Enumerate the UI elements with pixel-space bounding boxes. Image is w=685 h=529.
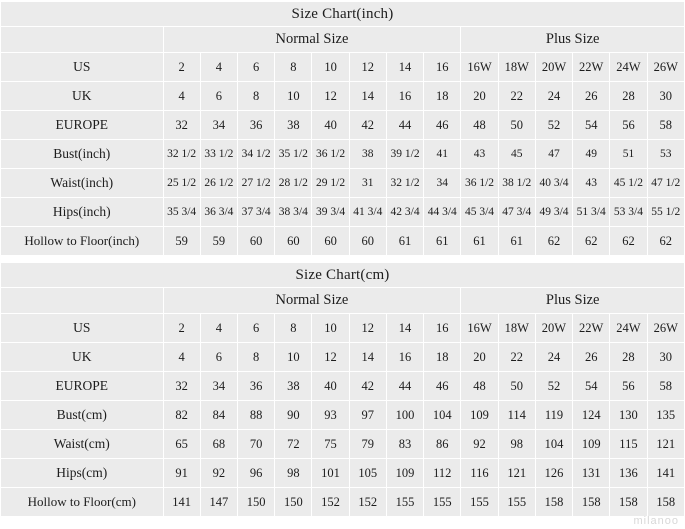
cell: 62 (610, 227, 647, 256)
row-label-waist-cm: Waist(cm) (1, 430, 164, 459)
cell: 36 (237, 111, 274, 140)
cell: 88 (237, 401, 274, 430)
size-chart-inch-block (0, 0, 685, 256)
cell: 158 (573, 488, 610, 517)
cell: 59 (200, 227, 237, 256)
watermark: milanoo (633, 515, 679, 527)
cell: 12 (349, 53, 386, 82)
cell: 24W (610, 53, 647, 82)
row-label-hollow-to-floor-inch: Hollow to Floor(inch) (1, 227, 164, 256)
cell: 38 (349, 140, 386, 169)
cell: 56 (610, 111, 647, 140)
cell: 155 (498, 488, 535, 517)
table-row (1, 227, 685, 256)
cell: 86 (424, 430, 461, 459)
cell: 147 (200, 488, 237, 517)
cell: 20 (461, 343, 498, 372)
cell: 26 (573, 82, 610, 111)
cell: 105 (349, 459, 386, 488)
cell: 27 1/2 (237, 169, 274, 198)
cell: 59 (163, 227, 200, 256)
cell: 30 (647, 82, 684, 111)
cell: 35 1/2 (275, 140, 312, 169)
cell: 34 (200, 372, 237, 401)
table-row (1, 140, 685, 169)
cell: 109 (573, 430, 610, 459)
cell: 2 (163, 314, 200, 343)
cell: 28 (610, 82, 647, 111)
row-label-europe-cm: EUROPE (1, 372, 164, 401)
cell: 131 (573, 459, 610, 488)
cell: 61 (498, 227, 535, 256)
cell: 135 (647, 401, 684, 430)
cell: 155 (461, 488, 498, 517)
table-row (1, 401, 685, 430)
cell: 14 (349, 343, 386, 372)
cell: 22 (498, 343, 535, 372)
cell: 42 (349, 111, 386, 140)
cell: 44 (386, 111, 423, 140)
cell: 84 (200, 401, 237, 430)
cell: 31 (349, 169, 386, 198)
cell: 61 (386, 227, 423, 256)
cell: 46 (424, 111, 461, 140)
cell: 141 (163, 488, 200, 517)
cell: 10 (275, 82, 312, 111)
cell: 45 1/2 (610, 169, 647, 198)
cell: 12 (312, 343, 349, 372)
cell: 42 (349, 372, 386, 401)
cell: 10 (275, 343, 312, 372)
cell: 42 3/4 (386, 198, 423, 227)
cell: 41 3/4 (349, 198, 386, 227)
cell: 52 (535, 111, 572, 140)
row-label-bust-cm: Bust(cm) (1, 401, 164, 430)
cell: 36 1/2 (312, 140, 349, 169)
cell: 34 (424, 169, 461, 198)
table-row (1, 82, 685, 111)
cell: 10 (312, 314, 349, 343)
cell: 60 (349, 227, 386, 256)
cell: 26 (573, 343, 610, 372)
group-header-normal-size-inch: Normal Size (163, 27, 461, 53)
cell: 47 3/4 (498, 198, 535, 227)
cell: 48 (461, 111, 498, 140)
cell: 79 (349, 430, 386, 459)
cell: 16 (386, 343, 423, 372)
cell: 32 1/2 (386, 169, 423, 198)
cell: 47 (535, 140, 572, 169)
cell: 70 (237, 430, 274, 459)
cell: 20 (461, 82, 498, 111)
cell: 83 (386, 430, 423, 459)
cell: 155 (424, 488, 461, 517)
cell: 53 (647, 140, 684, 169)
table-row (1, 198, 685, 227)
cell: 101 (312, 459, 349, 488)
table-row (1, 488, 685, 517)
cell: 26 1/2 (200, 169, 237, 198)
cell: 8 (237, 343, 274, 372)
table-row (1, 459, 685, 488)
cell: 32 1/2 (163, 140, 200, 169)
group-header-normal-size-cm: Normal Size (163, 288, 461, 314)
cell: 119 (535, 401, 572, 430)
cell: 114 (498, 401, 535, 430)
cell: 109 (461, 401, 498, 430)
cell: 4 (200, 53, 237, 82)
cell: 24 (535, 343, 572, 372)
cell: 22 (498, 82, 535, 111)
table-title-row (1, 2, 685, 27)
cell: 38 (275, 111, 312, 140)
chart-title-cm: Size Chart(cm) (1, 263, 685, 288)
cell: 158 (535, 488, 572, 517)
cell: 56 (610, 372, 647, 401)
cell: 141 (647, 459, 684, 488)
row-label-waist-inch: Waist(inch) (1, 169, 164, 198)
cell: 46 (424, 372, 461, 401)
cell: 65 (163, 430, 200, 459)
cell: 38 3/4 (275, 198, 312, 227)
cell: 4 (200, 314, 237, 343)
cell: 60 (275, 227, 312, 256)
cell: 32 (163, 111, 200, 140)
cell: 20W (535, 314, 572, 343)
cell: 32 (163, 372, 200, 401)
cell: 16 (424, 53, 461, 82)
corner-cell (1, 27, 164, 53)
table-group-row (1, 288, 685, 314)
cell: 44 (386, 372, 423, 401)
cell: 61 (424, 227, 461, 256)
cell: 62 (535, 227, 572, 256)
row-label-hips-inch: Hips(inch) (1, 198, 164, 227)
cell: 18W (498, 53, 535, 82)
cell: 34 1/2 (237, 140, 274, 169)
cell: 50 (498, 372, 535, 401)
cell: 92 (461, 430, 498, 459)
cell: 109 (386, 459, 423, 488)
table-row (1, 430, 685, 459)
cell: 155 (386, 488, 423, 517)
cell: 35 3/4 (163, 198, 200, 227)
cell: 158 (647, 488, 684, 517)
cell: 104 (424, 401, 461, 430)
cell: 36 1/2 (461, 169, 498, 198)
table-row (1, 53, 685, 82)
cell: 61 (461, 227, 498, 256)
cell: 72 (275, 430, 312, 459)
cell: 26W (647, 314, 684, 343)
cell: 98 (498, 430, 535, 459)
cell: 75 (312, 430, 349, 459)
cell: 43 (573, 169, 610, 198)
cell: 124 (573, 401, 610, 430)
cell: 121 (647, 430, 684, 459)
cell: 8 (237, 82, 274, 111)
table-row (1, 314, 685, 343)
cell: 96 (237, 459, 274, 488)
cell: 92 (200, 459, 237, 488)
cell: 6 (200, 82, 237, 111)
table-row (1, 372, 685, 401)
cell: 50 (498, 111, 535, 140)
cell: 121 (498, 459, 535, 488)
table-group-row (1, 27, 685, 53)
cell: 116 (461, 459, 498, 488)
cell: 100 (386, 401, 423, 430)
cell: 26W (647, 53, 684, 82)
cell: 51 (610, 140, 647, 169)
cell: 20W (535, 53, 572, 82)
cell: 49 (573, 140, 610, 169)
cell: 55 1/2 (647, 198, 684, 227)
cell: 150 (237, 488, 274, 517)
cell: 40 (312, 372, 349, 401)
cell: 6 (237, 314, 274, 343)
cell: 38 (275, 372, 312, 401)
cell: 38 1/2 (498, 169, 535, 198)
cell: 16 (386, 82, 423, 111)
cell: 16W (461, 314, 498, 343)
cell: 90 (275, 401, 312, 430)
cell: 14 (349, 82, 386, 111)
cell: 48 (461, 372, 498, 401)
table-row (1, 343, 685, 372)
cell: 18 (424, 82, 461, 111)
cell: 30 (647, 343, 684, 372)
cell: 41 (424, 140, 461, 169)
cell: 28 (610, 343, 647, 372)
cell: 36 3/4 (200, 198, 237, 227)
cell: 12 (349, 314, 386, 343)
cell: 16W (461, 53, 498, 82)
table-row (1, 169, 685, 198)
cell: 93 (312, 401, 349, 430)
cell: 29 1/2 (312, 169, 349, 198)
cell: 12 (312, 82, 349, 111)
cell: 98 (275, 459, 312, 488)
cell: 40 3/4 (535, 169, 572, 198)
cell: 152 (312, 488, 349, 517)
row-label-uk-inch: UK (1, 82, 164, 111)
cell: 18W (498, 314, 535, 343)
cell: 25 1/2 (163, 169, 200, 198)
cell: 24W (610, 314, 647, 343)
group-header-plus-size-cm: Plus Size (461, 288, 685, 314)
cell: 54 (573, 111, 610, 140)
cell: 54 (573, 372, 610, 401)
cell: 14 (386, 53, 423, 82)
cell: 4 (163, 343, 200, 372)
cell: 97 (349, 401, 386, 430)
row-label-bust-inch: Bust(inch) (1, 140, 164, 169)
cell: 43 (461, 140, 498, 169)
cell: 158 (610, 488, 647, 517)
cell: 62 (647, 227, 684, 256)
row-label-us-inch: US (1, 53, 164, 82)
cell: 39 1/2 (386, 140, 423, 169)
cell: 150 (275, 488, 312, 517)
cell: 16 (424, 314, 461, 343)
cell: 4 (163, 82, 200, 111)
chart-title-inch: Size Chart(inch) (1, 2, 685, 27)
cell: 14 (386, 314, 423, 343)
cell: 6 (200, 343, 237, 372)
cell: 34 (200, 111, 237, 140)
cell: 126 (535, 459, 572, 488)
size-chart-inch-table (0, 1, 685, 256)
cell: 28 1/2 (275, 169, 312, 198)
size-chart-cm-table (0, 262, 685, 517)
cell: 112 (424, 459, 461, 488)
cell: 58 (647, 372, 684, 401)
cell: 18 (424, 343, 461, 372)
cell: 36 (237, 372, 274, 401)
row-label-uk-cm: UK (1, 343, 164, 372)
cell: 22W (573, 314, 610, 343)
cell: 10 (312, 53, 349, 82)
cell: 8 (275, 53, 312, 82)
cell: 82 (163, 401, 200, 430)
cell: 44 3/4 (424, 198, 461, 227)
group-header-plus-size-inch: Plus Size (461, 27, 685, 53)
cell: 136 (610, 459, 647, 488)
cell: 91 (163, 459, 200, 488)
cell: 39 3/4 (312, 198, 349, 227)
cell: 152 (349, 488, 386, 517)
row-label-hollow-to-floor-cm: Hollow to Floor(cm) (1, 488, 164, 517)
cell: 52 (535, 372, 572, 401)
cell: 104 (535, 430, 572, 459)
cell: 47 1/2 (647, 169, 684, 198)
cell: 45 (498, 140, 535, 169)
corner-cell (1, 288, 164, 314)
table-title-row (1, 263, 685, 288)
cell: 2 (163, 53, 200, 82)
size-chart-cm-block (0, 261, 685, 517)
cell: 37 3/4 (237, 198, 274, 227)
cell: 40 (312, 111, 349, 140)
cell: 45 3/4 (461, 198, 498, 227)
cell: 68 (200, 430, 237, 459)
cell: 62 (573, 227, 610, 256)
cell: 60 (312, 227, 349, 256)
cell: 24 (535, 82, 572, 111)
cell: 60 (237, 227, 274, 256)
cell: 58 (647, 111, 684, 140)
cell: 49 3/4 (535, 198, 572, 227)
cell: 22W (573, 53, 610, 82)
cell: 130 (610, 401, 647, 430)
cell: 51 3/4 (573, 198, 610, 227)
row-label-hips-cm: Hips(cm) (1, 459, 164, 488)
cell: 53 3/4 (610, 198, 647, 227)
row-label-us-cm: US (1, 314, 164, 343)
cell: 8 (275, 314, 312, 343)
table-row (1, 111, 685, 140)
row-label-europe-inch: EUROPE (1, 111, 164, 140)
cell: 33 1/2 (200, 140, 237, 169)
cell: 115 (610, 430, 647, 459)
cell: 6 (237, 53, 274, 82)
